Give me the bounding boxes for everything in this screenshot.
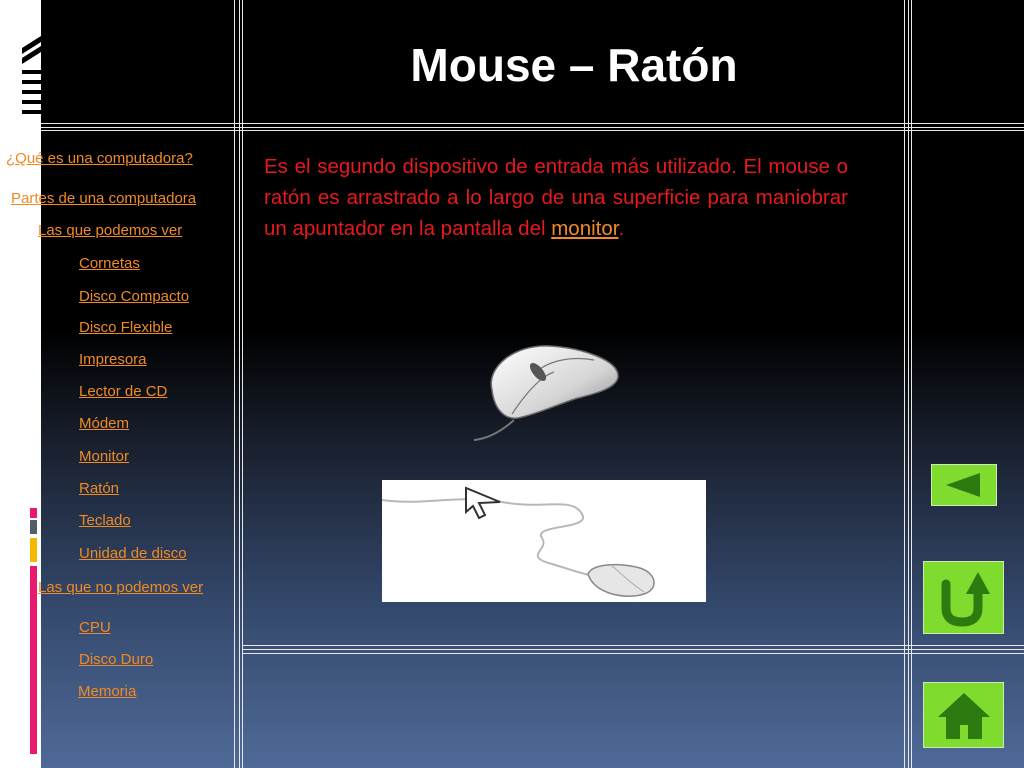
nav-las-que-podemos-ver[interactable]: Las que podemos ver [38, 222, 183, 239]
frame-line [242, 653, 1024, 654]
nav-partes-computadora[interactable]: Partes de una computadora [11, 190, 197, 207]
frame-line [41, 123, 1024, 124]
left-margin-strip [0, 0, 41, 768]
slide-title: Mouse – Ratón [410, 39, 738, 91]
nav-impresora[interactable]: Impresora [79, 351, 147, 368]
nav-las-que-no-podemos-ver[interactable]: Las que no podemos ver [38, 579, 204, 596]
nav-cpu[interactable]: CPU [79, 619, 111, 636]
deco-bar-pink [30, 508, 37, 518]
frame-line [242, 649, 1024, 650]
deco-bar-gray [30, 520, 37, 534]
monitor-link[interactable]: monitor [551, 217, 619, 240]
nav-memoria[interactable]: Memoria [78, 683, 137, 700]
back-button[interactable] [931, 464, 997, 506]
nav-teclado[interactable]: Teclado [79, 512, 131, 529]
house-icon [924, 683, 1003, 747]
nav-unidad-disco[interactable]: Unidad de disco [79, 545, 187, 562]
nav-que-es-computadora[interactable]: ¿Qué es una computadora? [6, 150, 193, 167]
nav-cornetas[interactable]: Cornetas [79, 255, 140, 272]
return-button[interactable] [923, 561, 1004, 634]
cursor-arrow-icon [466, 488, 500, 518]
slide-body-text [264, 151, 848, 244]
nav-monitor[interactable]: Monitor [79, 448, 130, 465]
nav-disco-flexible[interactable]: Disco Flexible [79, 319, 173, 336]
frame-line [239, 0, 240, 768]
u-turn-arrow-icon [924, 562, 1003, 633]
corner-deco-icon [0, 0, 41, 130]
triangle-left-icon [932, 465, 996, 505]
home-button[interactable] [923, 682, 1004, 748]
frame-line [41, 127, 1024, 128]
body-text-main: Es el segundo dispositivo de entrada más utilizado. El mouse o ratón es arrastrado a lo largo de una superficie para maniobrar un apuntador en la pantalla del [264, 155, 848, 240]
nav-raton[interactable]: Ratón [79, 480, 120, 497]
frame-line [234, 0, 235, 768]
deco-bar-yellow [30, 538, 37, 562]
nav-disco-duro[interactable]: Disco Duro [79, 651, 154, 668]
nav-lector-cd[interactable]: Lector de CD [79, 383, 168, 400]
nav-modem[interactable]: Módem [79, 415, 130, 432]
frame-line [41, 130, 1024, 131]
deco-bar-pink-long [30, 566, 37, 754]
mouse-cursor-illustration [382, 480, 706, 602]
mouse-image [472, 338, 622, 448]
body-text-end: . [618, 217, 625, 240]
nav-disco-compacto[interactable]: Disco Compacto [79, 288, 190, 305]
frame-line [242, 645, 1024, 646]
